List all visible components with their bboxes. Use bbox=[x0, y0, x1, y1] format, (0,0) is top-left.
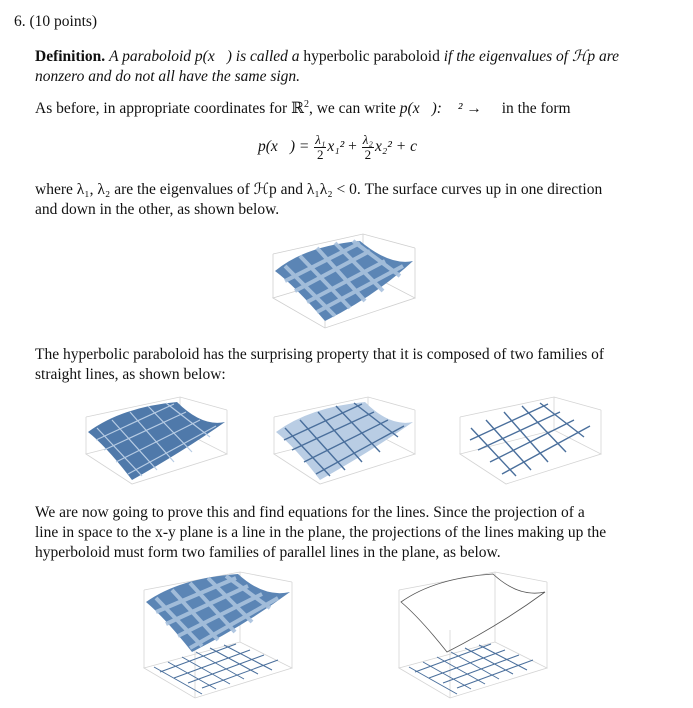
numerator: λ₁ bbox=[315, 131, 326, 147]
wireframe-with-projection-figure bbox=[395, 570, 555, 705]
definition-text: is called a bbox=[235, 48, 300, 65]
paragraph-line: The hyperbolic paraboloid has the surprising property that it is composed of two families of bbox=[35, 346, 605, 363]
definition-line-2 bbox=[35, 67, 300, 87]
bounding-box bbox=[399, 572, 547, 698]
plus-sign: + bbox=[348, 138, 357, 155]
denominator: 2 bbox=[364, 146, 372, 162]
map-notation: p(x⃗): ℝ² → ℝ bbox=[399, 100, 498, 118]
saddle-figure-lines-wire bbox=[456, 392, 606, 492]
numerator: λ₂ bbox=[362, 131, 373, 147]
definition-text: are bbox=[598, 48, 620, 65]
lines-paragraph bbox=[35, 345, 660, 385]
problem-number: 6. bbox=[14, 13, 26, 30]
superscript: 2 bbox=[303, 99, 309, 110]
definition-text: nonzero and do not all have the same sign. bbox=[35, 68, 301, 85]
definition-line-1 bbox=[35, 47, 619, 67]
saddle-figure-lines-dark bbox=[82, 392, 232, 492]
equation-lhs: p(x⃗) = bbox=[258, 138, 310, 155]
intro-text: , we can write bbox=[308, 100, 396, 118]
fraction-1 bbox=[314, 133, 326, 162]
equation-term: x₁² bbox=[327, 138, 345, 155]
where-paragraph bbox=[35, 180, 660, 220]
intro-text: in the form bbox=[501, 100, 571, 118]
equation bbox=[258, 132, 417, 162]
problem-points: (10 points) bbox=[29, 13, 98, 30]
paragraph-line: straight lines, as shown below: bbox=[35, 366, 226, 383]
paragraph-line: and down in the other, as shown below. bbox=[35, 201, 280, 218]
definition-text: A paraboloid bbox=[109, 48, 192, 65]
saddle-figure-checkered bbox=[265, 226, 425, 336]
intro-line bbox=[35, 95, 571, 119]
paragraph-line: hyperboloid must form two families of parallel lines in the plane, as below. bbox=[35, 544, 501, 561]
definition-label: Definition. bbox=[35, 48, 106, 65]
bounding-box bbox=[460, 397, 601, 484]
saddle-with-projection-figure bbox=[140, 570, 300, 705]
intro-text: As before, in appropriate coordinates for bbox=[35, 100, 288, 118]
defined-term: hyperbolic paraboloid bbox=[303, 48, 440, 65]
paragraph-line: We are now going to prove this and find equations for the lines. Since the projection of a bbox=[35, 504, 585, 521]
problem-header bbox=[14, 12, 97, 32]
fraction-2 bbox=[362, 133, 374, 162]
paragraph-line: line in space to the x-y plane is a line in the plane, the projections of the lines making up the bbox=[35, 524, 607, 541]
projection-paragraph bbox=[35, 503, 660, 563]
function-symbol: p(x⃗) bbox=[194, 48, 232, 65]
definition-text: if the eigenvalues of bbox=[443, 48, 569, 65]
r-symbol: ℝ bbox=[291, 100, 304, 118]
denominator: 2 bbox=[317, 146, 324, 162]
saddle-figure-lines-light bbox=[270, 392, 420, 492]
paragraph-line: where λ₁, λ₂ are the eigenvalues of ℋp and λ₁λ₂ < 0. The surface curves up in one direction bbox=[35, 181, 603, 198]
hessian-symbol: ℋp bbox=[572, 48, 596, 65]
equation-term: x₂² + c bbox=[374, 138, 417, 155]
